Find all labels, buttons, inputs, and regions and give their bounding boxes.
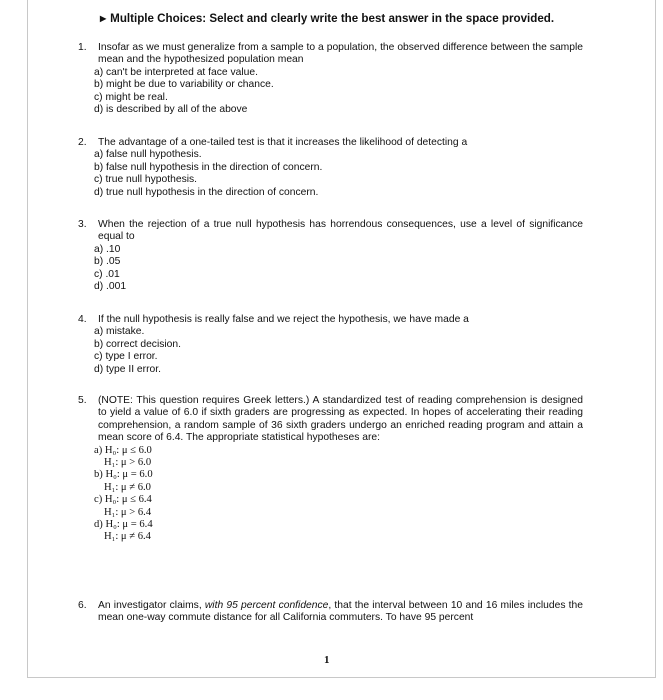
triangle-bullet-icon: ▶ [100, 14, 107, 23]
question-stem: The advantage of a one-tailed test is that it increases the likelihood of detecting a [98, 137, 468, 148]
question-number: 1. [78, 42, 87, 53]
option-label: c) [94, 494, 103, 506]
page-number: 1 [324, 654, 330, 666]
question-number: 6. [78, 600, 87, 611]
question-number: 3. [78, 219, 87, 230]
hypothesis-option-c [94, 494, 583, 519]
question-5 [78, 395, 583, 544]
hypothesis-option-a [94, 445, 583, 470]
option-b: b) might be due to variability or chance. [94, 79, 274, 91]
instructions-text: Multiple Choices: Select and clearly write the best answer in the space provided. [110, 12, 555, 25]
option-c: c) true null hypothesis. [94, 174, 198, 186]
question-number: 2. [78, 137, 87, 148]
option-b: b) false null hypothesis in the direction of concern. [94, 161, 323, 173]
stem-after: , that the interval between 10 and 16 miles includes the mean one-way commute distance for all California commuters. To have 95 percent [98, 600, 583, 624]
option-a: a) .10 [94, 243, 121, 255]
question-number: 4. [78, 314, 87, 325]
null-hypothesis: H₀: μ = 6.0 [105, 469, 153, 481]
option-label: b) [94, 469, 103, 481]
question-stem: Insofar as we must generalize from a sample to a population, the observed difference between the sample mean and the hypothesized population mean [98, 42, 583, 66]
question-2 [78, 137, 583, 199]
instructions-header [100, 12, 554, 25]
option-d: d) true null hypothesis in the direction of concern. [94, 186, 319, 198]
stem-before: An investigator claims, [98, 600, 205, 611]
question-stem: (NOTE: This question requires Greek letters.) A standardized test of reading comprehension is designed to yield a value of 6.0 if sixth graders are progressing as expected. In hopes of accelerating their reading comprehension, a random sample of 36 sixth graders undergo an enriched reading program and attain a mean score of 6.4. The appropriate statistical hypotheses are: [98, 395, 583, 444]
null-hypothesis: H₀: μ ≤ 6.0 [104, 444, 152, 456]
option-d: d) .001 [94, 281, 127, 293]
option-a: a) false null hypothesis. [94, 149, 202, 161]
question-1 [78, 42, 583, 116]
question-6 [78, 600, 583, 625]
null-hypothesis: H₀: μ ≤ 6.4 [104, 494, 152, 506]
option-label: a) [94, 444, 103, 456]
option-c: c) might be real. [94, 91, 168, 103]
question-3 [78, 219, 583, 293]
alternative-hypothesis: H₁: μ ≠ 6.0 [104, 481, 151, 493]
option-a: a) can't be interpreted at face value. [94, 66, 258, 78]
option-d: d) type II error. [94, 363, 161, 375]
option-c: c) .01 [94, 268, 120, 280]
option-c: c) type I error. [94, 351, 158, 363]
option-a: a) mistake. [94, 326, 145, 338]
hypothesis-option-d [94, 519, 583, 544]
option-b: b) .05 [94, 256, 121, 268]
question-stem: When the rejection of a true null hypothesis has horrendous consequences, use a level of significance equal to [98, 219, 583, 243]
stem-italic: with 95 percent confidence [204, 600, 329, 611]
question-4 [78, 314, 583, 376]
alternative-hypothesis: H₁: μ > 6.0 [104, 457, 152, 469]
option-b: b) correct decision. [94, 338, 181, 350]
alternative-hypothesis: H₁: μ > 6.4 [104, 506, 152, 518]
question-number: 5. [78, 395, 87, 406]
alternative-hypothesis: H₁: μ ≠ 6.4 [104, 531, 151, 543]
option-label: d) [94, 519, 103, 531]
null-hypothesis: H₀: μ = 6.4 [105, 519, 153, 531]
option-d: d) is described by all of the above [94, 104, 248, 116]
hypothesis-option-b [94, 469, 583, 494]
question-stem [98, 600, 583, 625]
question-stem: If the null hypothesis is really false and we reject the hypothesis, we have made a [98, 314, 469, 325]
